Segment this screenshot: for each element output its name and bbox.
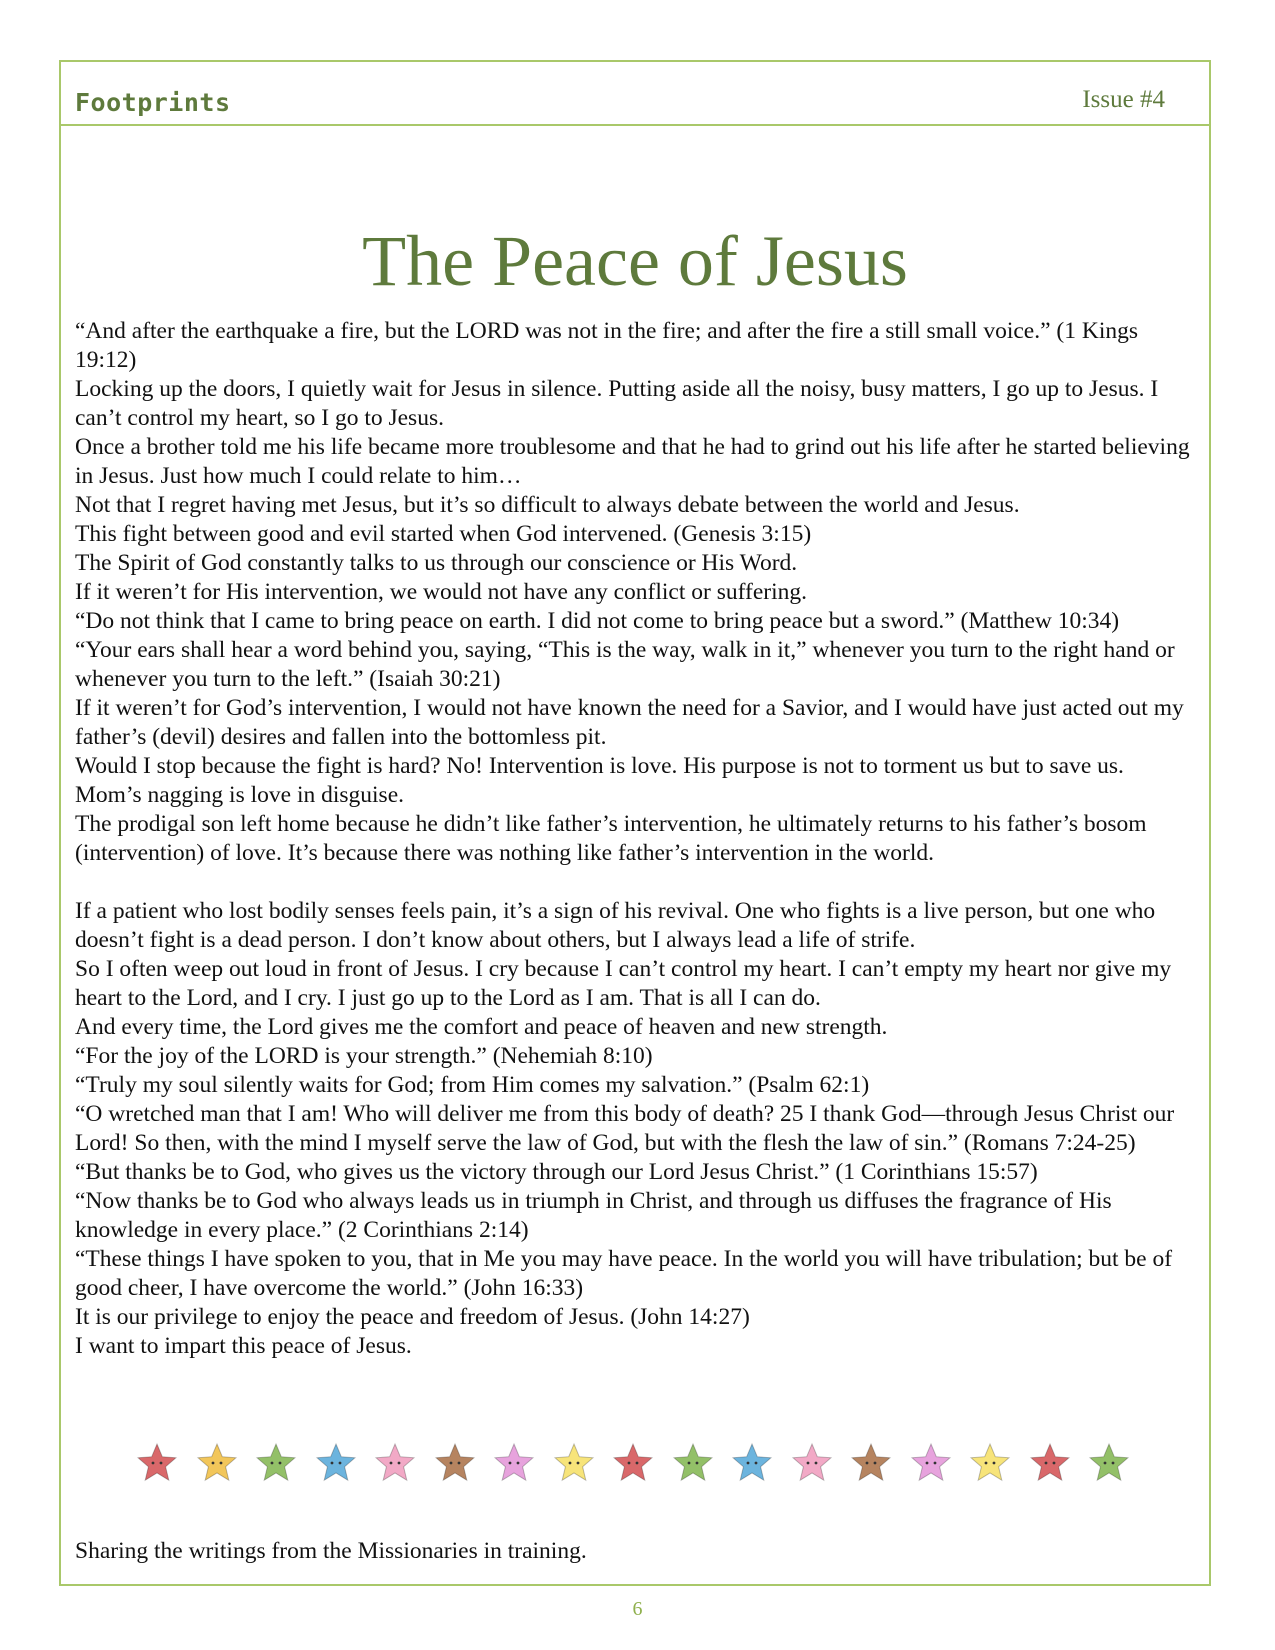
star-icon: [791, 1442, 833, 1484]
body-paragraph: The Spirit of God constantly talks to us through our conscience or His Word.: [75, 550, 798, 576]
body-paragraph: “Truly my soul silently waits for God; from Him comes my salvation.” (Psalm 62:1): [75, 1072, 870, 1098]
body-paragraph: Locking up the doors, I quietly wait for Jesus in silence. Putting aside all the noisy, busy matters, I go up to Jesus. I can’t control my heart, so I go to Jesus.: [75, 376, 1159, 431]
body-paragraph: Once a brother told me his life became more troublesome and that he had to grind out his life after he started believing in Jesus. Just how much I could relate to him…: [75, 434, 1190, 489]
body-paragraph: “Your ears shall hear a word behind you, saying, “This is the way, walk in it,” whenever you turn to the right hand or whenever you turn to the left.” (Isaiah 30:21): [75, 637, 1175, 692]
body-paragraph: This fight between good and evil started when God intervened. (Genesis 3:15): [75, 521, 812, 547]
star-icon: [731, 1442, 773, 1484]
star-icon: [672, 1442, 714, 1484]
body-paragraph: If a patient who lost bodily senses feels pain, it’s a sign of his revival. One who fights is a live person, but one who doesn’t fight is a dead person. I don’t know about others, but I always lead a life of strife.: [75, 898, 1156, 953]
body-paragraph: Would I stop because the fight is hard? No! Intervention is love. His purpose is not to torment us but to save us. Mom’s nagging is love in disguise.: [75, 753, 1124, 808]
star-icon: [910, 1442, 952, 1484]
page-frame: [59, 60, 1211, 1586]
body-paragraph: “And after the earthquake a fire, but the LORD was not in the fire; and after the fire a still small voice.” (1 Kings 19:12): [75, 318, 1138, 373]
footer-note: Sharing the writings from the Missionaries in training.: [75, 1538, 587, 1564]
star-icon: [434, 1442, 476, 1484]
body-paragraph: The prodigal son left home because he didn’t like father’s intervention, he ultimately returns to his father’s bosom (intervention) of love. It’s because there was nothing like father’s intervention in the world.: [75, 811, 1147, 866]
star-icon: [255, 1442, 297, 1484]
issue-number: Issue #4: [1082, 86, 1165, 113]
star-divider: [136, 1442, 1130, 1484]
star-icon: [196, 1442, 238, 1484]
star-icon: [612, 1442, 654, 1484]
header-divider: [61, 124, 1209, 126]
star-icon: [374, 1442, 416, 1484]
star-icon: [1088, 1442, 1130, 1484]
page-number: 6: [632, 1598, 643, 1620]
article-title: The Peace of Jesus: [362, 221, 908, 302]
body-paragraph: “These things I have spoken to you, that in Me you may have peace. In the world you will have tribulation; but be of good cheer, I have overcome the world.” (John 16:33): [75, 1246, 1173, 1301]
body-paragraph: And every time, the Lord gives me the comfort and peace of heaven and new strength.: [75, 1014, 888, 1040]
brand-logo: Footprints: [75, 88, 231, 117]
body-paragraph: It is our privilege to enjoy the peace and freedom of Jesus. (John 14:27): [75, 1304, 750, 1330]
star-icon: [553, 1442, 595, 1484]
star-icon: [850, 1442, 892, 1484]
body-paragraph: So I often weep out loud in front of Jesus. I cry because I can’t control my heart. I can’t empty my heart nor give my heart to the Lord, and I cry. I just go up to the Lord as I am. That is all I can do.: [75, 956, 1172, 1011]
star-icon: [1029, 1442, 1071, 1484]
body-paragraph: “But thanks be to God, who gives us the victory through our Lord Jesus Christ.” (1 Corinthians 15:57): [75, 1159, 1038, 1185]
body-paragraph: I want to impart this peace of Jesus.: [75, 1333, 412, 1359]
article-body: [75, 317, 1195, 1361]
body-paragraph: “For the joy of the LORD is your strength.” (Nehemiah 8:10): [75, 1043, 653, 1069]
star-icon: [315, 1442, 357, 1484]
body-paragraph: If it weren’t for His intervention, we would not have any conflict or suffering.: [75, 579, 807, 605]
body-paragraph: If it weren’t for God’s intervention, I would not have known the need for a Savior, and I would have just acted out my father’s (devil) desires and fallen into the bottomless pit.: [75, 695, 1184, 750]
star-icon: [136, 1442, 178, 1484]
body-paragraph: “Do not think that I came to bring peace on earth. I did not come to bring peace but a sword.” (Matthew 10:34): [75, 608, 1120, 634]
body-paragraph: Not that I regret having met Jesus, but it’s so difficult to always debate between the world and Jesus.: [75, 492, 1020, 518]
body-paragraph: “O wretched man that I am! Who will deliver me from this body of death? 25 I thank God—through Jesus Christ our Lord! So then, with the mind I myself serve the law of God, but with the flesh the law of sin.” (Romans 7:24-25): [75, 1101, 1175, 1156]
star-icon: [969, 1442, 1011, 1484]
body-paragraph: “Now thanks be to God who always leads us in triumph in Christ, and through us diffuses the fragrance of His knowledge in every place.” (2 Corinthians 2:14): [75, 1188, 1112, 1243]
star-icon: [493, 1442, 535, 1484]
paragraph-gap: [75, 868, 1195, 897]
